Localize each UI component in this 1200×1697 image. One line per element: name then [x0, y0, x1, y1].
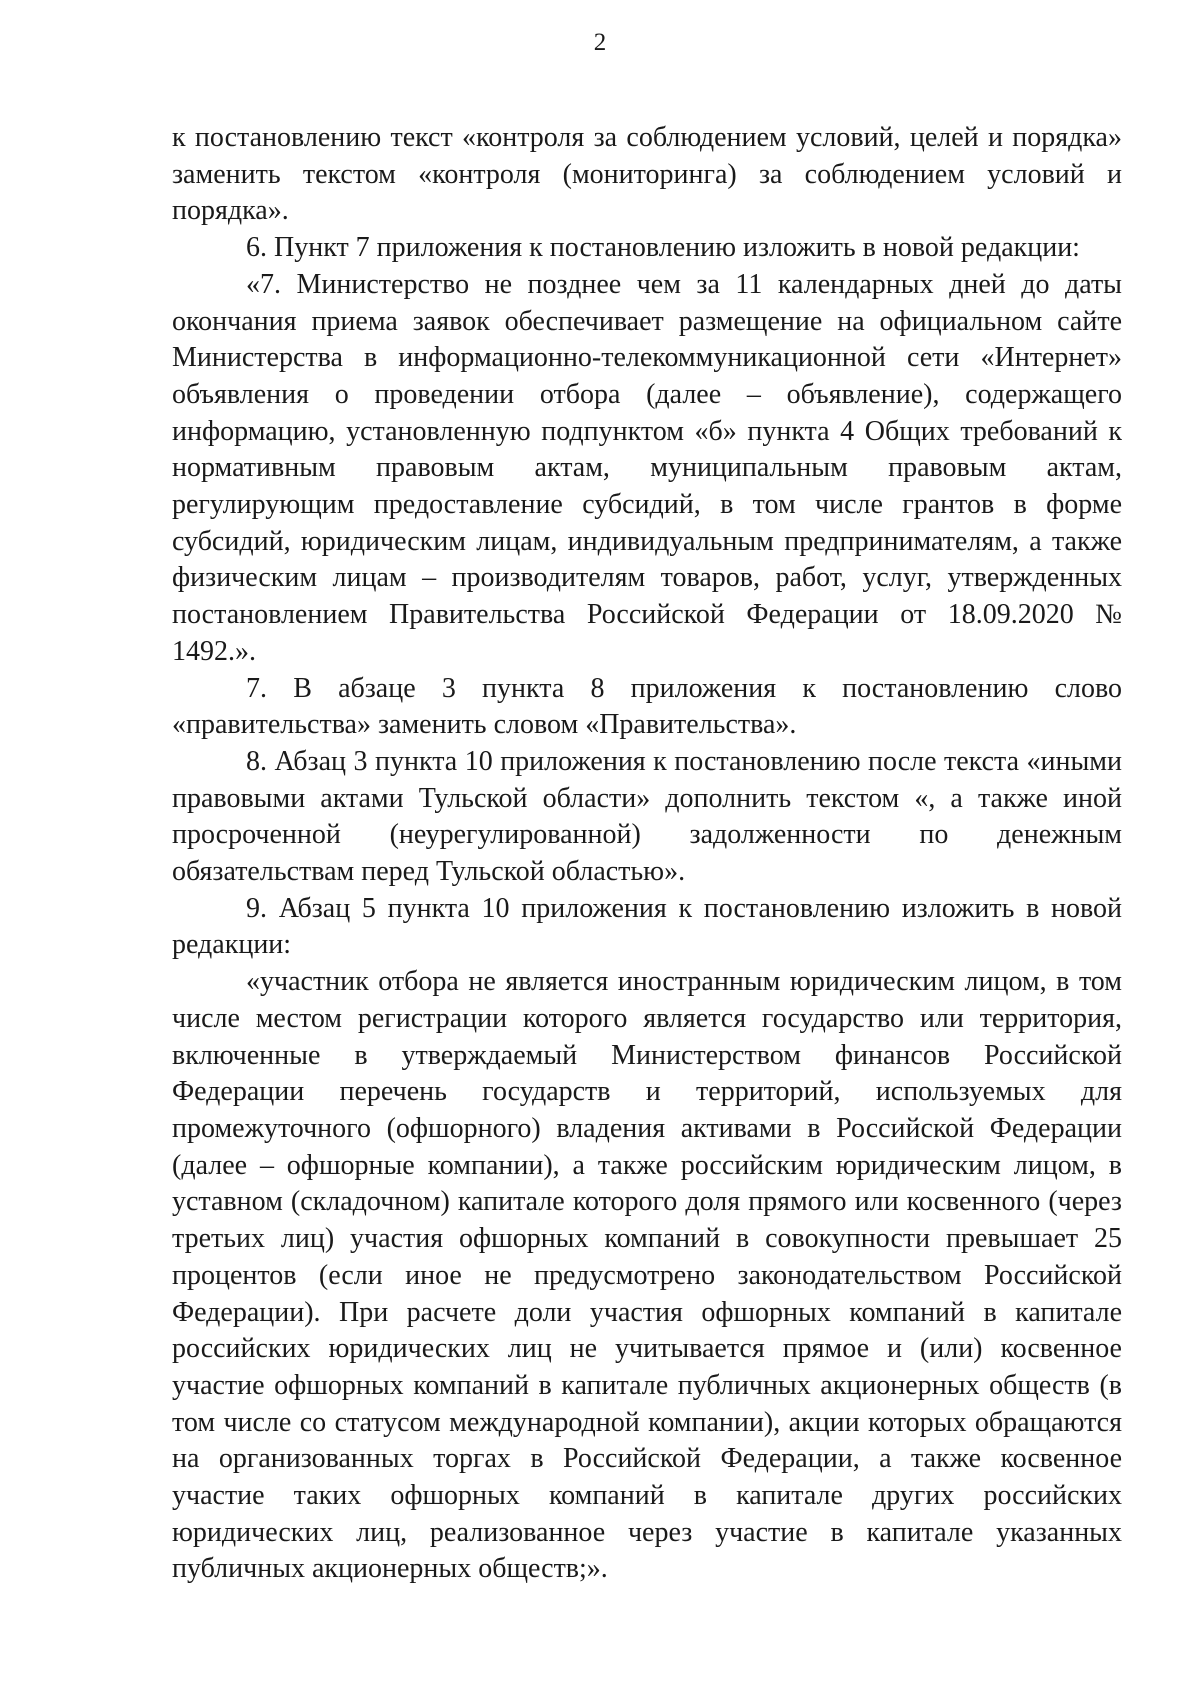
- paragraph-item-6-quote: «7. Министерство не позднее чем за 11 календарных дней до даты окончания приема заявок обеспечивает размещение на официальном сайте Министерства в информационно-телекоммуникационной сети «Интернет» объявления о проведении отбора (далее – объявление), содержащего информацию, установленную подпунктом «б» пункта 4 Общих требований к нормативным правовым актам, муниципальным правовым актам, регулирующим предоставление субсидий, в том числе грантов в форме субсидий, юридическим лицам, индивидуальным предпринимателям, а также физическим лицам – производителям товаров, работ, услуг, утвержденных постановлением Правительства Российской Федерации от 18.09.2020 № 1492.».: [172, 268, 1122, 667]
- page-number: 2: [593, 29, 607, 56]
- paragraph-item-8: 8. Абзац 3 пункта 10 приложения к постановлению после текста «иными правовыми актами Тульской области» дополнить текстом «, а также иной просроченной (неурегулированной) задолженности по денежным обязательствам перед Тульской областью».: [172, 745, 1122, 888]
- document-body: [172, 120, 1122, 1588]
- paragraph-item-7: 7. В абзаце 3 пункта 8 приложения к постановлению слово «правительства» заменить словом «Правительства».: [172, 672, 1122, 741]
- paragraph-item-9: 9. Абзац 5 пункта 10 приложения к постановлению изложить в новой редакции:: [172, 892, 1122, 961]
- paragraph-continuation: к постановлению текст «контроля за соблюдением условий, целей и порядка» заменить текстом «контроля (мониторинга) за соблюдением условий и порядка».: [172, 122, 1122, 227]
- paragraph-item-9-quote: «участник отбора не является иностранным юридическим лицом, в том числе местом регистрации которого является государство или территория, включенные в утверждаемый Министерством финансов Российской Федерации перечень государств и территорий, используемых для промежуточного (офшорного) владения активами в Российской Федерации (далее – офшорные компании), а также российским юридическим лицом, в уставном (складочном) капитале которого доля прямого или косвенного (через третьих лиц) участия офшорных компаний в совокупности превышает 25 процентов (если иное не предусмотрено законодательством Российской Федерации). При расчете доли участия офшорных компаний в капитале российских юридических лиц не учитывается прямое и (или) косвенное участие офшорных компаний в капитале публичных акционерных обществ (в том числе со статусом международной компании), акции которых обращаются на организованных торгах в Российской Федерации, а также косвенное участие таких офшорных компаний в капитале других российских юридических лиц, реализованное через участие в капитале указанных публичных акционерных обществ;».: [172, 966, 1122, 1585]
- paragraph-item-6: 6. Пункт 7 приложения к постановлению изложить в новой редакции:: [246, 232, 1080, 264]
